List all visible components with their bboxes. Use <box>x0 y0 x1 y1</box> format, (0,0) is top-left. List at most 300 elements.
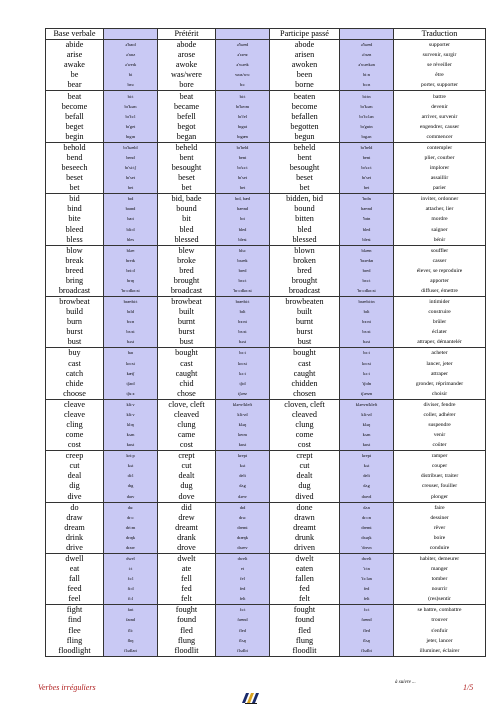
header-participe-phonetic <box>340 29 394 40</box>
preterit-cell: befell <box>158 112 216 122</box>
table-row <box>46 214 486 224</box>
table-row <box>46 646 486 657</box>
translation-cell: se réveiller <box>394 60 486 70</box>
translation-cell: rêver <box>394 523 486 533</box>
preterit-cell: bore <box>158 80 216 91</box>
preterit-cell: beheld <box>158 142 216 153</box>
participle-phonetic-cell: fɔːt <box>340 605 394 616</box>
table-row <box>46 317 486 327</box>
participle-phonetic-cell: bled <box>340 224 394 234</box>
participle-phonetic-cell: bɪ'gɒtn <box>340 122 394 132</box>
preterit-cell: brought <box>158 276 216 286</box>
participle-phonetic-cell: felt <box>340 594 394 605</box>
preterit-cell: chid <box>158 379 216 389</box>
participle-cell: cast <box>270 359 340 369</box>
base-verb-cell: fling <box>46 636 104 646</box>
participle-phonetic-cell: daɪvd <box>340 492 394 503</box>
participle-phonetic-cell: ə'wəʊkən <box>340 60 394 70</box>
preterit-cell: fought <box>158 605 216 616</box>
preterit-cell: beat <box>158 91 216 102</box>
participle-phonetic-cell: 'bɪdn <box>340 194 394 205</box>
base-phonetic-cell: klɪŋ <box>104 420 158 430</box>
table-row <box>46 461 486 471</box>
base-phonetic-cell: bɪld <box>104 307 158 317</box>
translation-cell: conduire <box>394 543 486 554</box>
base-phonetic-cell: kʌt <box>104 461 158 471</box>
participle-cell: bet <box>270 183 340 194</box>
translation-cell: boire <box>394 533 486 543</box>
base-verb-cell: beset <box>46 173 104 183</box>
participle-phonetic-cell: bʌst <box>340 337 394 348</box>
participle-phonetic-cell: faʊnd <box>340 615 394 625</box>
base-phonetic-cell: ə'weɪk <box>104 60 158 70</box>
preterit-phonetic-cell: bɔːt <box>216 348 270 359</box>
table-row <box>46 142 486 153</box>
preterit-cell: dwelt <box>158 553 216 564</box>
table-row <box>46 420 486 430</box>
header-preterit: Prétérit <box>158 29 216 40</box>
preterit-phonetic-cell: fed <box>216 584 270 594</box>
preterit-phonetic-cell: flʌŋ <box>216 636 270 646</box>
translation-cell: coûter <box>394 440 486 451</box>
base-phonetic-cell: bɪ'kʌm <box>104 102 158 112</box>
participle-cell: cost <box>270 440 340 451</box>
participle-cell: fed <box>270 584 340 594</box>
base-phonetic-cell: bləʊ <box>104 245 158 256</box>
translation-cell: illuminer, éclairer <box>394 646 486 657</box>
table-row <box>46 132 486 143</box>
participle-cell: felt <box>270 594 340 605</box>
translation-cell: diviser, fendre <box>394 399 486 410</box>
participle-cell: cleaved <box>270 410 340 420</box>
preterit-cell: broadcast <box>158 286 216 297</box>
translation-cell: attacher, lier <box>394 204 486 214</box>
base-verb-cell: bind <box>46 204 104 214</box>
preterit-phonetic-cell: wɒz/wɜː <box>216 70 270 80</box>
preterit-phonetic-cell: kɑːst <box>216 359 270 369</box>
translation-cell: nourrir <box>394 584 486 594</box>
preterit-phonetic-cell: braʊbiːt <box>216 297 270 308</box>
preterit-cell: cost <box>158 440 216 451</box>
translation-cell: saigner <box>394 224 486 234</box>
preterit-cell: did <box>158 502 216 513</box>
table-row <box>46 173 486 183</box>
preterit-phonetic-cell: ə'wəʊk <box>216 60 270 70</box>
participle-phonetic-cell: klʌŋ <box>340 420 394 430</box>
base-verb-cell: bite <box>46 214 104 224</box>
participle-phonetic-cell: brɔːt <box>340 276 394 286</box>
translation-cell: trouver <box>394 615 486 625</box>
preterit-phonetic-cell: keɪm <box>216 430 270 440</box>
table-header-row <box>46 29 486 40</box>
table-row <box>46 533 486 543</box>
preterit-phonetic-cell: kɔːt <box>216 369 270 379</box>
base-verb-cell: broadcast <box>46 286 104 297</box>
base-phonetic-cell: tʃuːz <box>104 389 158 400</box>
base-phonetic-cell: flɪŋ <box>104 636 158 646</box>
translation-cell: (res)sentir <box>394 594 486 605</box>
participle-phonetic-cell: dʌn <box>340 502 394 513</box>
base-phonetic-cell: baɪt <box>104 214 158 224</box>
base-phonetic-cell: bend <box>104 153 158 163</box>
preterit-phonetic-cell: bɪt <box>216 214 270 224</box>
preterit-cell: bound <box>158 204 216 214</box>
translation-cell: engendrer, causer <box>394 122 486 132</box>
base-verb-cell: bless <box>46 235 104 246</box>
table-row <box>46 513 486 523</box>
table-row <box>46 80 486 91</box>
translation-cell: éclater <box>394 327 486 337</box>
table-row <box>46 297 486 308</box>
translation-cell: implorer <box>394 163 486 173</box>
table-row <box>46 430 486 440</box>
preterit-phonetic-cell: ə'rəʊz <box>216 50 270 60</box>
base-phonetic-cell: fɔːl <box>104 574 158 584</box>
preterit-cell: bust <box>158 337 216 348</box>
participle-cell: flung <box>270 636 340 646</box>
participle-cell: done <box>270 502 340 513</box>
preterit-phonetic-cell: dræŋk <box>216 533 270 543</box>
participle-cell: blessed <box>270 235 340 246</box>
preterit-phonetic-cell: bʌst <box>216 337 270 348</box>
base-phonetic-cell: kliːv <box>104 410 158 420</box>
base-phonetic-cell: fiːl <box>104 594 158 605</box>
participle-cell: borne <box>270 80 340 91</box>
base-verb-cell: break <box>46 256 104 266</box>
preterit-phonetic-cell: bɪ'fel <box>216 112 270 122</box>
preterit-cell: browbeat <box>158 297 216 308</box>
translation-cell: plonger <box>394 492 486 503</box>
base-verb-cell: befall <box>46 112 104 122</box>
participle-phonetic-cell: bɪ'fɔːlən <box>340 112 394 122</box>
base-phonetic-cell: kætʃ <box>104 369 158 379</box>
base-verb-cell: beget <box>46 122 104 132</box>
irregular-verbs-table <box>45 28 486 657</box>
preterit-phonetic-cell: bɪ'keɪm <box>216 102 270 112</box>
translation-cell: ramper <box>394 451 486 462</box>
translation-cell: manger <box>394 564 486 574</box>
base-verb-cell: chide <box>46 379 104 389</box>
participle-cell: clung <box>270 420 340 430</box>
table-row <box>46 286 486 297</box>
translation-cell: survenir, surgir <box>394 50 486 60</box>
base-phonetic-cell: kriːp <box>104 451 158 462</box>
table-row <box>46 626 486 636</box>
translation-cell: acheter <box>394 348 486 359</box>
base-verb-cell: find <box>46 615 104 625</box>
participle-phonetic-cell: bɔːn <box>340 80 394 91</box>
table-row <box>46 256 486 266</box>
table-row <box>46 183 486 194</box>
base-phonetic-cell: baɪ <box>104 348 158 359</box>
table-row <box>46 163 486 173</box>
participle-cell: cut <box>270 461 340 471</box>
preterit-phonetic-cell: ə'bəʊd <box>216 40 270 51</box>
table-row <box>46 369 486 379</box>
preterit-phonetic-cell: tʃɪd <box>216 379 270 389</box>
participle-cell: floodlit <box>270 646 340 657</box>
preterit-cell: arose <box>158 50 216 60</box>
base-verb-cell: feed <box>46 584 104 594</box>
table-row <box>46 636 486 646</box>
base-verb-cell: begin <box>46 132 104 143</box>
base-phonetic-cell: bɪ'set <box>104 173 158 183</box>
participle-phonetic-cell: bɪ'kʌm <box>340 102 394 112</box>
base-verb-cell: dive <box>46 492 104 503</box>
translation-cell: dessiner <box>394 513 486 523</box>
translation-cell: mordre <box>394 214 486 224</box>
preterit-phonetic-cell: bent <box>216 153 270 163</box>
participle-cell: dreamt <box>270 523 340 533</box>
preterit-phonetic-cell: kliːvd <box>216 410 270 420</box>
translation-cell: intimider <box>394 297 486 308</box>
participle-cell: come <box>270 430 340 440</box>
participle-cell: eaten <box>270 564 340 574</box>
participle-cell: beset <box>270 173 340 183</box>
preterit-cell: fell <box>158 574 216 584</box>
translation-cell: distribuer, traiter <box>394 471 486 481</box>
preterit-cell: dealt <box>158 471 216 481</box>
participle-cell: drawn <box>270 513 340 523</box>
base-verb-cell: come <box>46 430 104 440</box>
preterit-cell: bred <box>158 266 216 276</box>
translation-cell: souffler <box>394 245 486 256</box>
base-verb-cell: beseech <box>46 163 104 173</box>
preterit-cell: clung <box>158 420 216 430</box>
preterit-cell: came <box>158 430 216 440</box>
participle-phonetic-cell: bɪgʌn <box>340 132 394 143</box>
preterit-phonetic-cell: bɪgɒt <box>216 122 270 132</box>
participle-cell: chosen <box>270 389 340 400</box>
participle-phonetic-cell: kliːvd <box>340 410 394 420</box>
base-phonetic-cell: ə'baɪd <box>104 40 158 51</box>
continued-note: à suivre ... <box>395 680 416 685</box>
base-phonetic-cell: kɑːst <box>104 359 158 369</box>
preterit-phonetic-cell: dʌg <box>216 481 270 491</box>
preterit-cell: awoke <box>158 60 216 70</box>
table-row <box>46 276 486 286</box>
participle-cell: cloven, cleft <box>270 399 340 410</box>
base-verb-cell: arise <box>46 50 104 60</box>
participle-phonetic-cell: dwelt <box>340 553 394 564</box>
base-phonetic-cell: duː <box>104 502 158 513</box>
base-phonetic-cell: briːd <box>104 266 158 276</box>
participle-phonetic-cell: fed <box>340 584 394 594</box>
table-row <box>46 91 486 102</box>
base-phonetic-cell: dwel <box>104 553 158 564</box>
base-phonetic-cell: faɪnd <box>104 615 158 625</box>
preterit-cell: built <box>158 307 216 317</box>
table-row <box>46 481 486 491</box>
base-verb-cell: eat <box>46 564 104 574</box>
translation-cell: commencer <box>394 132 486 143</box>
table-row <box>46 359 486 369</box>
participle-phonetic-cell: 'brɔːdkɑːst <box>340 286 394 297</box>
base-verb-cell: burst <box>46 327 104 337</box>
participle-phonetic-cell: bet <box>340 183 394 194</box>
preterit-phonetic-cell: drəʊv <box>216 543 270 554</box>
participle-cell: fallen <box>270 574 340 584</box>
participle-phonetic-cell: bləʊn <box>340 245 394 256</box>
translation-cell: construire <box>394 307 486 317</box>
table-row <box>46 102 486 112</box>
preterit-phonetic-cell: bɪ'held <box>216 142 270 153</box>
preterit-cell: clove, cleft <box>158 399 216 410</box>
translation-cell: creuser, fouiller <box>394 481 486 491</box>
translation-cell: se battre, combattre <box>394 605 486 616</box>
participle-phonetic-cell: 'drɪvn <box>340 543 394 554</box>
preterit-cell: bit <box>158 214 216 224</box>
base-verb-cell: cleave <box>46 410 104 420</box>
participle-phonetic-cell: braʊbiːtn <box>340 297 394 308</box>
verb-rows <box>46 40 486 657</box>
participle-cell: broken <box>270 256 340 266</box>
preterit-phonetic-cell: bɪ'set <box>216 173 270 183</box>
translation-cell: être <box>394 70 486 80</box>
participle-cell: crept <box>270 451 340 462</box>
base-verb-cell: bring <box>46 276 104 286</box>
participle-phonetic-cell: bɜːnt <box>340 317 394 327</box>
participle-phonetic-cell: kɔːt <box>340 369 394 379</box>
base-verb-cell: draw <box>46 513 104 523</box>
base-phonetic-cell: bliːd <box>104 224 158 234</box>
preterit-phonetic-cell: et <box>216 564 270 574</box>
base-verb-cell: awake <box>46 60 104 70</box>
participle-cell: dug <box>270 481 340 491</box>
participle-phonetic-cell: kʌt <box>340 461 394 471</box>
participle-phonetic-cell: 'iːtn <box>340 564 394 574</box>
preterit-cell: abode <box>158 40 216 51</box>
table-row <box>46 594 486 605</box>
base-verb-cell: burn <box>46 317 104 327</box>
base-verb-cell: flee <box>46 626 104 636</box>
base-verb-cell: cling <box>46 420 104 430</box>
translation-cell: arriver, survenir <box>394 112 486 122</box>
participle-cell: abode <box>270 40 340 51</box>
base-verb-cell: behold <box>46 142 104 153</box>
participle-cell: beheld <box>270 142 340 153</box>
table-row <box>46 440 486 451</box>
base-phonetic-cell: flʌdlaɪt <box>104 646 158 657</box>
base-verb-cell: bend <box>46 153 104 163</box>
participle-cell: fled <box>270 626 340 636</box>
translation-cell: supporter <box>394 40 486 51</box>
preterit-cell: floodlit <box>158 646 216 657</box>
base-verb-cell: feel <box>46 594 104 605</box>
preterit-cell: blew <box>158 245 216 256</box>
header-preterit-phonetic <box>216 29 270 40</box>
participle-cell: begotten <box>270 122 340 132</box>
translation-cell: venir <box>394 430 486 440</box>
preterit-cell: became <box>158 102 216 112</box>
base-verb-cell: bid <box>46 194 104 205</box>
preterit-cell: felt <box>158 594 216 605</box>
participle-phonetic-cell: dʌg <box>340 481 394 491</box>
participle-phonetic-cell: drɔːn <box>340 513 394 523</box>
table-row <box>46 153 486 163</box>
base-phonetic-cell: bɜːst <box>104 327 158 337</box>
base-verb-cell: blow <box>46 245 104 256</box>
table-row <box>46 502 486 513</box>
preterit-phonetic-cell: kləʊv/kleft <box>216 399 270 410</box>
preterit-phonetic-cell: baʊnd <box>216 204 270 214</box>
preterit-cell: fed <box>158 584 216 594</box>
preterit-phonetic-cell: kʌt <box>216 461 270 471</box>
translation-cell: devenir <box>394 102 486 112</box>
preterit-cell: dug <box>158 481 216 491</box>
preterit-phonetic-cell: felt <box>216 594 270 605</box>
participle-phonetic-cell: delt <box>340 471 394 481</box>
preterit-phonetic-cell: flʌdlɪt <box>216 646 270 657</box>
participle-cell: brought <box>270 276 340 286</box>
preterit-cell: broke <box>158 256 216 266</box>
participle-phonetic-cell: 'brəʊkn <box>340 256 394 266</box>
header-base-phonetic <box>104 29 158 40</box>
preterit-cell: bent <box>158 153 216 163</box>
base-verb-cell: bust <box>46 337 104 348</box>
table-row <box>46 389 486 400</box>
participle-cell: burst <box>270 327 340 337</box>
translation-cell: coller, adhérer <box>394 410 486 420</box>
preterit-cell: fled <box>158 626 216 636</box>
preterit-cell: was/were <box>158 70 216 80</box>
participle-cell: broadcast <box>270 286 340 297</box>
participle-cell: found <box>270 615 340 625</box>
translation-cell: s'enfuir <box>394 626 486 636</box>
participle-phonetic-cell: baʊnd <box>340 204 394 214</box>
table-row <box>46 266 486 276</box>
participle-cell: dealt <box>270 471 340 481</box>
preterit-phonetic-cell: dremt <box>216 523 270 533</box>
translation-cell: assaillir <box>394 173 486 183</box>
participle-phonetic-cell: tʃəʊzn <box>340 389 394 400</box>
participle-phonetic-cell: bɜːst <box>340 327 394 337</box>
preterit-cell: blessed <box>158 235 216 246</box>
preterit-cell: flung <box>158 636 216 646</box>
base-phonetic-cell: drɪŋk <box>104 533 158 543</box>
base-phonetic-cell: faɪt <box>104 605 158 616</box>
translation-cell: gronder, réprimander <box>394 379 486 389</box>
preterit-cell: cleaved <box>158 410 216 420</box>
base-verb-cell: bear <box>46 80 104 91</box>
base-phonetic-cell: daɪv <box>104 492 158 503</box>
participle-cell: browbeaten <box>270 297 340 308</box>
participle-phonetic-cell: ə'bəʊd <box>340 40 394 51</box>
preterit-phonetic-cell: bred <box>216 266 270 276</box>
preterit-phonetic-cell: dwelt <box>216 553 270 564</box>
participle-cell: built <box>270 307 340 317</box>
table-row <box>46 327 486 337</box>
base-verb-cell: cast <box>46 359 104 369</box>
participle-cell: befallen <box>270 112 340 122</box>
preterit-phonetic-cell: krept <box>216 451 270 462</box>
participle-cell: fought <box>270 605 340 616</box>
participle-phonetic-cell: ə'rɪzn <box>340 50 394 60</box>
preterit-cell: chose <box>158 389 216 400</box>
participle-phonetic-cell: biːtn <box>340 91 394 102</box>
preterit-phonetic-cell: tʃəʊz <box>216 389 270 400</box>
table-row <box>46 348 486 359</box>
preterit-phonetic-cell: dɪd <box>216 502 270 513</box>
table-row <box>46 337 486 348</box>
preterit-cell: cut <box>158 461 216 471</box>
base-verb-cell: drive <box>46 543 104 554</box>
translation-cell: brûler <box>394 317 486 327</box>
participle-phonetic-cell: kɑːst <box>340 359 394 369</box>
base-verb-cell: dig <box>46 481 104 491</box>
base-verb-cell: cost <box>46 440 104 451</box>
preterit-cell: bid, bade <box>158 194 216 205</box>
